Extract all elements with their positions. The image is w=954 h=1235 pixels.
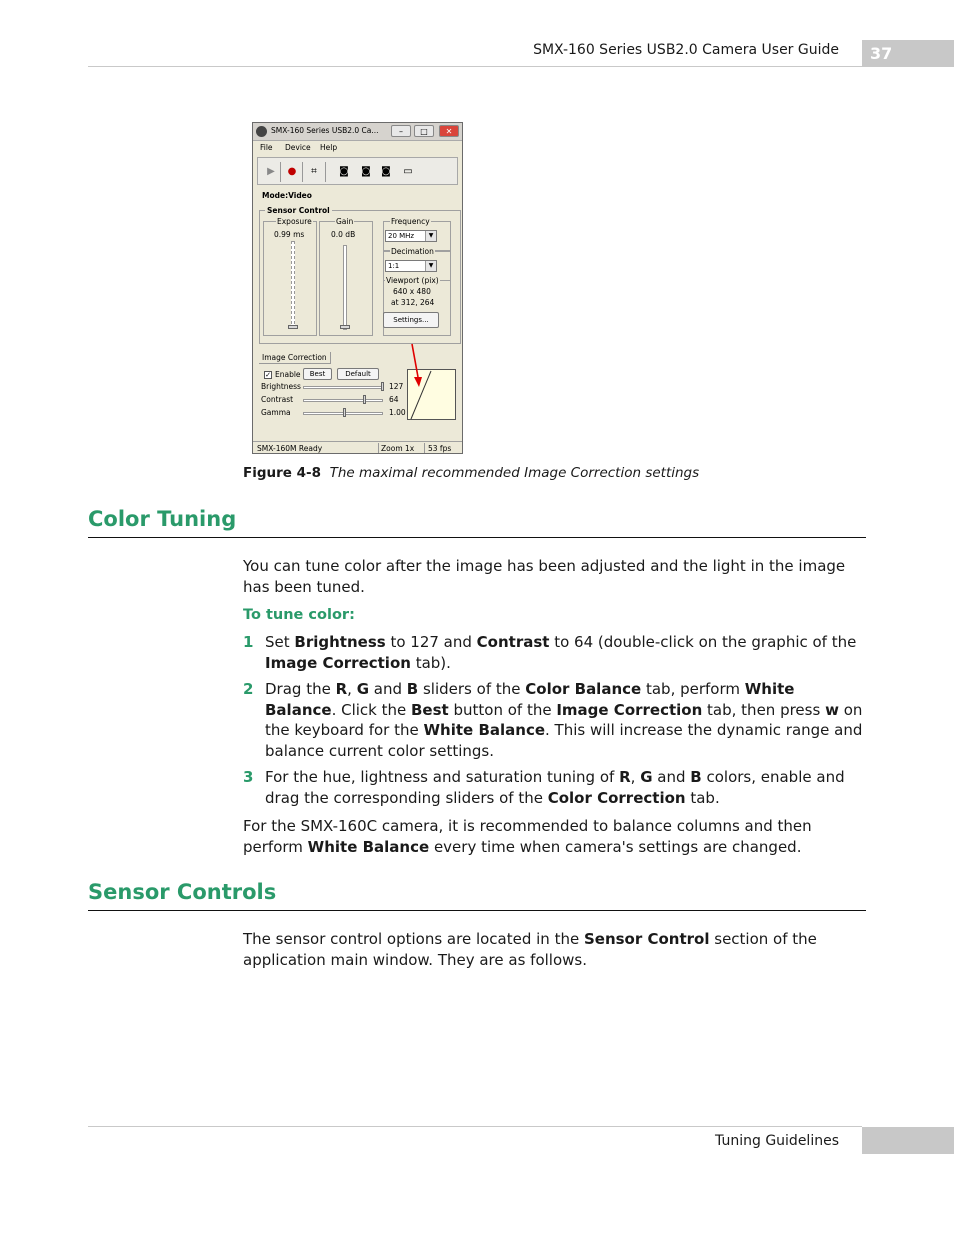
camera-disconnect-icon[interactable]: ◙	[381, 166, 391, 177]
step-number: 2	[243, 680, 254, 698]
contrast-value: 64	[389, 395, 399, 404]
heading-rule	[88, 537, 866, 538]
to-tune-color-heading: To tune color:	[243, 607, 355, 623]
header-rule	[88, 66, 862, 67]
brightness-label: Brightness	[261, 382, 301, 391]
running-header: SMX-160 Series USB2.0 Camera User Guide	[533, 42, 839, 58]
color-tuning-intro: You can tune color after the image has been adjusted and the light in the image has been tuned.	[243, 557, 846, 596]
heading-sensor-controls: Sensor Controls	[88, 880, 277, 904]
viewport-position: at 312, 264	[391, 298, 435, 307]
brightness-value: 127	[389, 382, 404, 391]
step-number: 3	[243, 768, 254, 786]
footer-tab	[862, 1127, 954, 1154]
decimation-select-value: 1:1	[388, 262, 400, 270]
contrast-slider[interactable]	[303, 399, 383, 402]
app-icon	[256, 126, 267, 137]
step-2: 2 Drag the R, G and B sliders of the Color Balance tab, perform White Balance. Click the Best button of the Image Correction tab, then press w on the keyboard for the White Balance. This will increase the dynamic range and balance current color settings.	[243, 680, 863, 760]
mode-label: Mode:Video	[262, 191, 312, 200]
red-arrow-icon	[403, 341, 423, 389]
viewport-size: 640 x 480	[393, 287, 431, 296]
running-footer: Tuning Guidelines	[715, 1133, 839, 1149]
step-number: 1	[243, 633, 254, 651]
figure-caption-text: The maximal recommended Image Correction settings	[329, 465, 700, 481]
gain-label: Gain	[336, 217, 354, 226]
smx-160c-note: For the SMX-160C camera, it is recommended to balance columns and then perform White Balance every time when camera's settings are changed.	[243, 817, 812, 856]
exposure-slider-thumb[interactable]	[288, 325, 298, 329]
gain-slider-thumb[interactable]	[340, 325, 350, 329]
minimize-icon[interactable]: –	[391, 125, 411, 137]
settings-button[interactable]: Settings...	[383, 312, 439, 328]
window-titlebar	[253, 123, 462, 141]
chevron-down-icon: ▼	[425, 261, 436, 271]
figure-caption	[243, 465, 699, 481]
close-icon[interactable]: ✕	[439, 125, 459, 137]
enable-checkbox[interactable]: ✓	[265, 371, 271, 379]
heading-color-tuning: Color Tuning	[88, 507, 237, 531]
brightness-slider[interactable]	[303, 386, 383, 389]
camera-snapshot-icon[interactable]: ◙	[339, 166, 349, 177]
sensor-controls-intro: The sensor control options are located in the Sensor Control section of the application main window. They are as follows.	[243, 930, 817, 969]
play-icon[interactable]: ▶	[267, 166, 275, 177]
decimation-label: Decimation	[391, 247, 434, 256]
chevron-down-icon: ▼	[425, 231, 436, 241]
step-3: 3 For the hue, lightness and saturation tuning of R, G and B colors, enable and drag the corresponding sliders of the Color Correction tab.	[243, 768, 845, 807]
status-camera: SMX-160M Ready	[257, 444, 323, 453]
frequency-select[interactable]	[385, 230, 437, 242]
tab-image-correction[interactable]: Image Correction	[259, 352, 331, 364]
toolbar-separator	[325, 162, 326, 182]
gain-value: 0.0 dB	[331, 230, 356, 239]
default-button[interactable]: Default	[337, 368, 379, 380]
status-fps: 53 fps	[428, 444, 452, 453]
frequency-select-value: 20 MHz	[388, 232, 415, 240]
video-camera-icon[interactable]: ▭	[403, 166, 413, 177]
exposure-label: Exposure	[277, 217, 312, 226]
sensor-control-label: Sensor Control	[267, 206, 330, 215]
step-1: 1 Set Brightness to 127 and Contrast to 64 (double-click on the graphic of the Image Correction tab).	[243, 633, 857, 672]
menu-file[interactable]: File	[260, 143, 273, 152]
toolbar-separator	[280, 162, 281, 182]
status-zoom: Zoom 1x	[381, 444, 415, 453]
maximize-icon[interactable]: □	[414, 125, 434, 137]
gain-slider[interactable]	[343, 245, 347, 330]
statusbar	[253, 441, 462, 454]
menubar	[253, 141, 462, 154]
contrast-label: Contrast	[261, 395, 294, 404]
gamma-label: Gamma	[261, 408, 291, 417]
enable-label: Enable	[275, 370, 301, 379]
exposure-slider[interactable]	[291, 241, 295, 329]
toolbar	[257, 157, 458, 185]
status-separator	[424, 443, 425, 453]
decimation-select[interactable]	[385, 260, 437, 272]
menu-device[interactable]: Device	[285, 143, 311, 152]
gamma-slider-thumb[interactable]	[343, 408, 346, 417]
camera-settings-icon[interactable]: ◙	[361, 166, 371, 177]
best-button[interactable]: Best	[303, 368, 332, 380]
page-number: 37	[862, 40, 954, 67]
crop-icon[interactable]: ⌗	[311, 166, 317, 177]
frequency-label: Frequency	[391, 217, 430, 226]
toolbar-separator	[302, 162, 303, 182]
window-title: SMX-160 Series USB2.0 Ca...	[271, 126, 379, 135]
viewport-label: Viewport (pix)	[386, 276, 439, 285]
menu-help[interactable]: Help	[320, 143, 338, 152]
heading-rule	[88, 910, 866, 911]
gamma-value: 1.00	[389, 408, 406, 417]
app-screenshot	[252, 122, 463, 454]
status-separator	[378, 443, 379, 453]
record-icon[interactable]: ●	[287, 166, 297, 177]
exposure-value: 0.99 ms	[274, 230, 305, 239]
footer-rule	[88, 1126, 862, 1127]
contrast-slider-thumb[interactable]	[363, 395, 366, 404]
figure-label: Figure 4-8	[243, 465, 322, 481]
brightness-slider-thumb[interactable]	[381, 382, 384, 391]
